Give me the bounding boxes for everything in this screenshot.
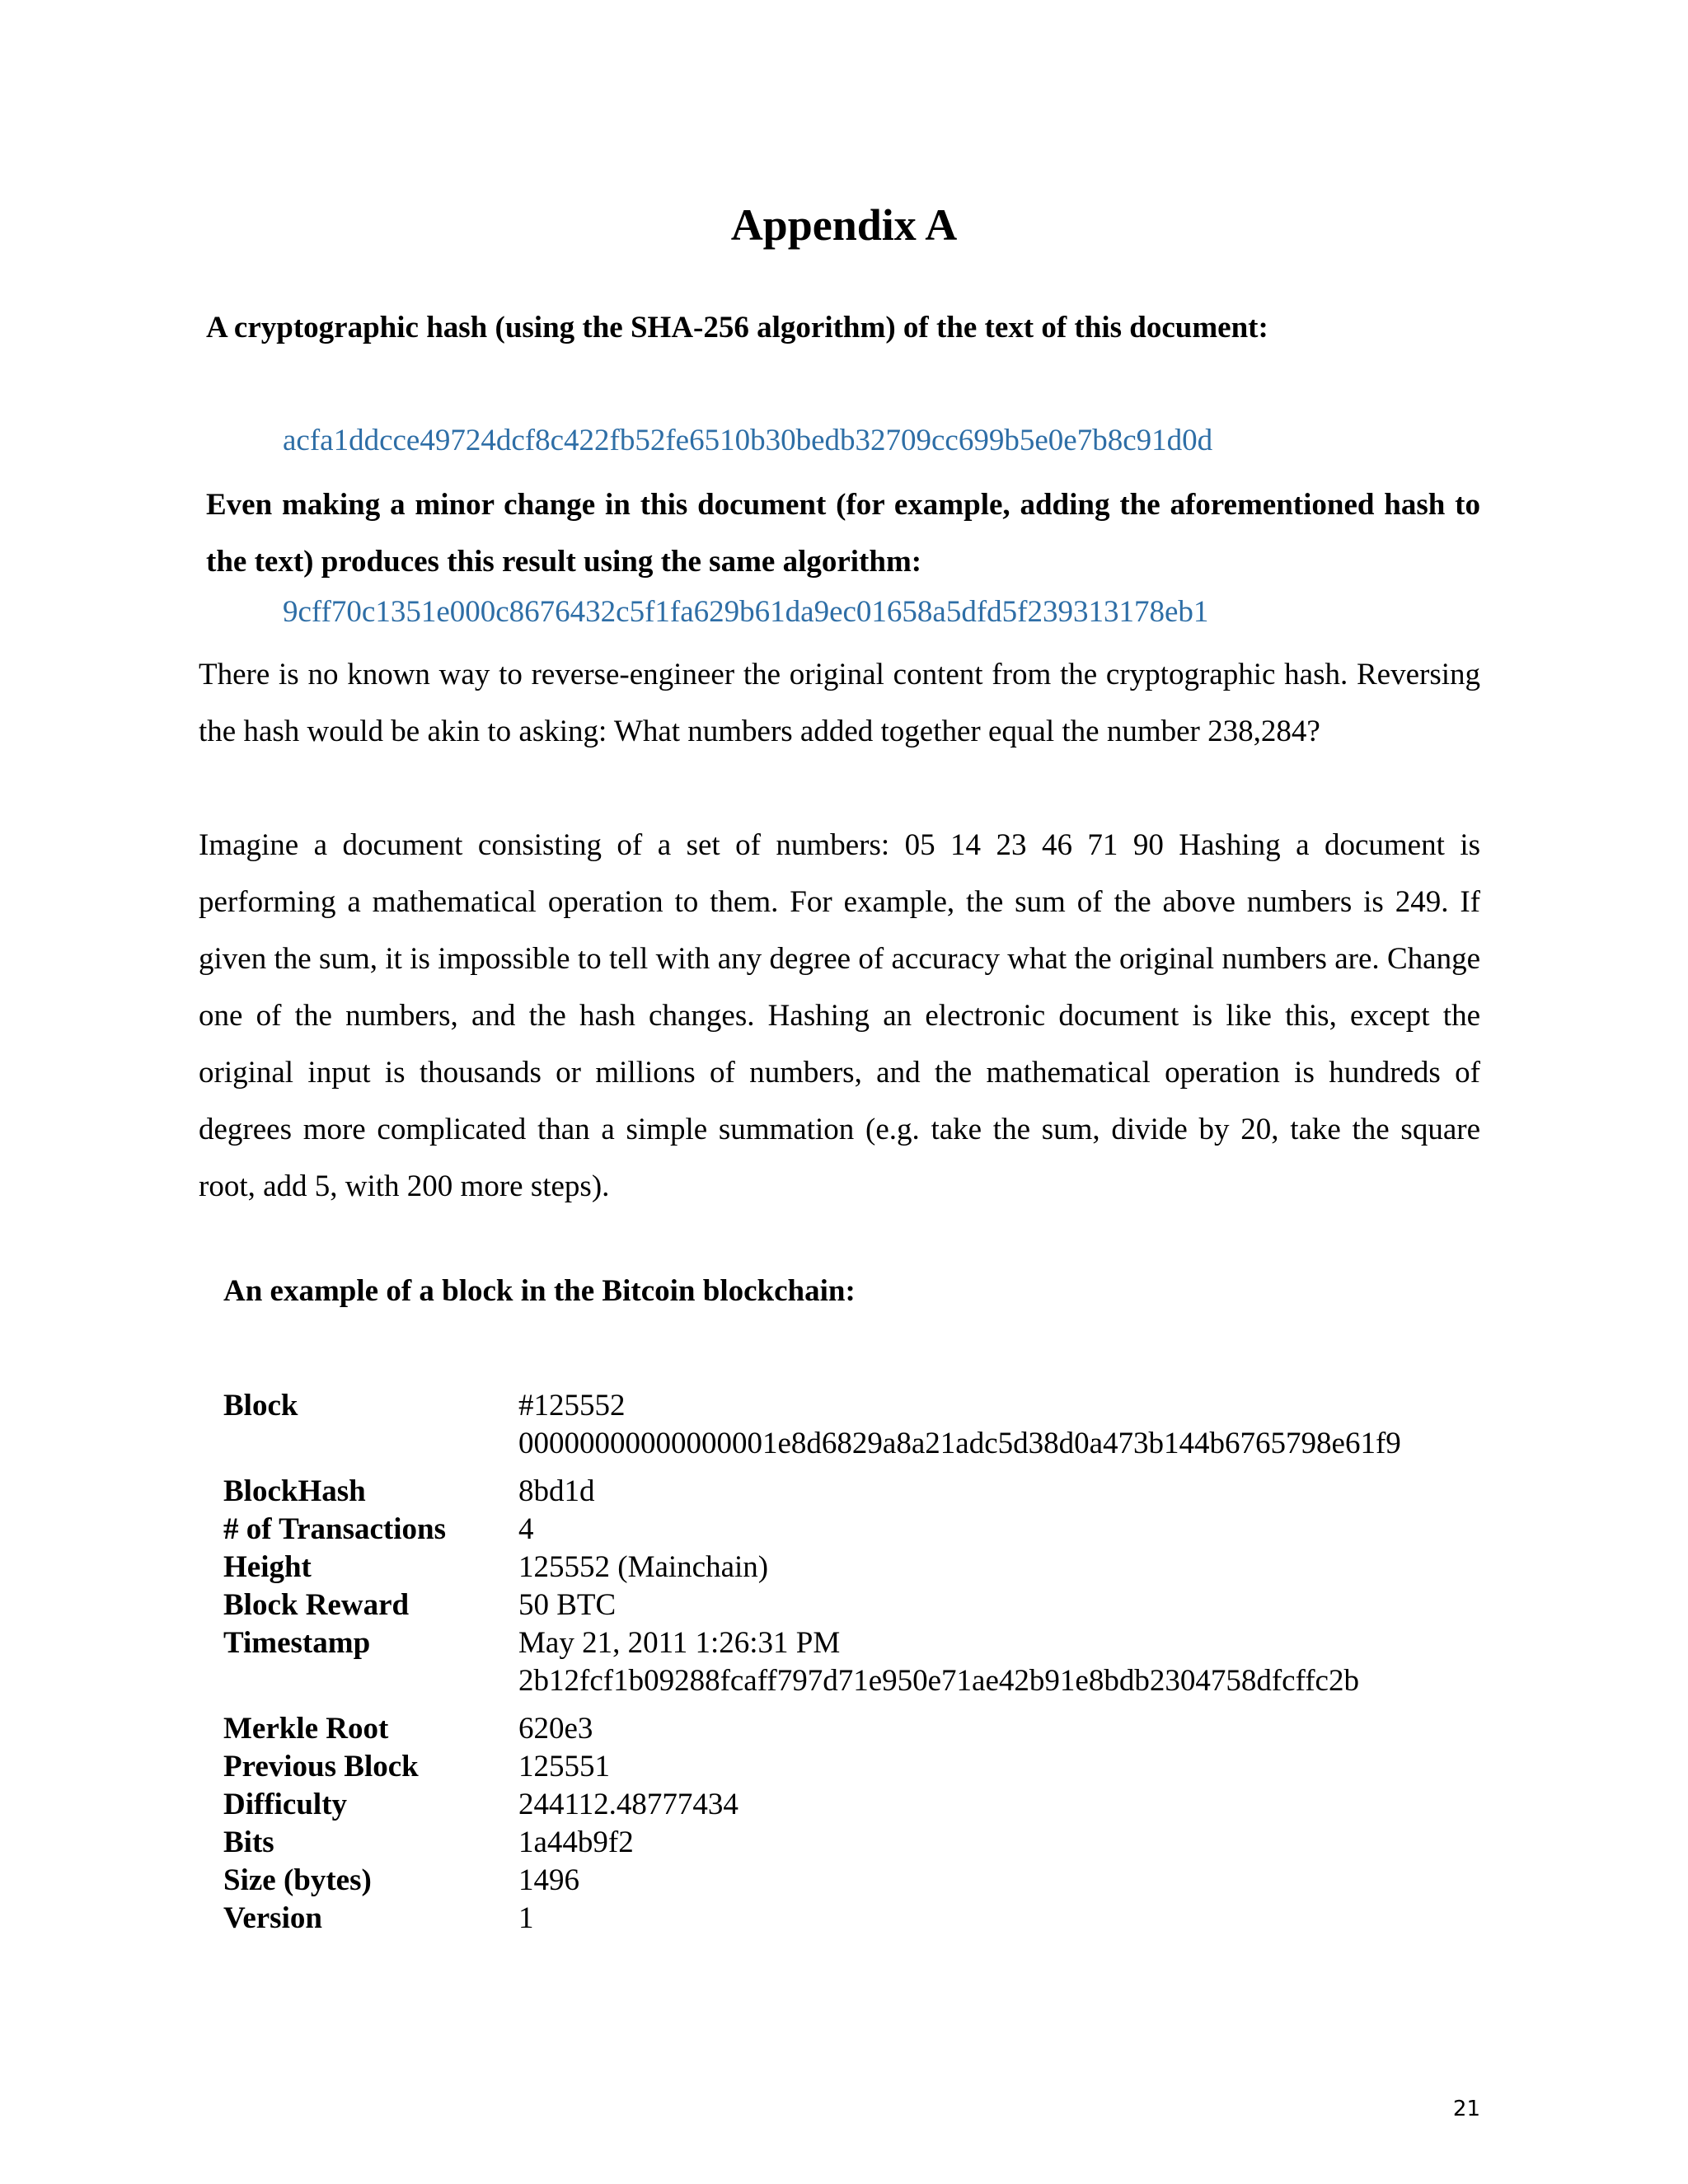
block-row-label: Block Reward bbox=[223, 1588, 410, 1622]
block-row bbox=[223, 1710, 1509, 1748]
block-row-value: 00000000000000001e8d6829a8a21adc5d38d0a473b144b6765798e61f9 bbox=[518, 1427, 1401, 1460]
block-row-value: 244112.48777434 bbox=[518, 1788, 738, 1821]
block-row-value: 4 bbox=[518, 1512, 534, 1546]
block-row-label: Previous Block bbox=[223, 1750, 419, 1783]
block-row-label: Version bbox=[223, 1901, 322, 1935]
block-row bbox=[223, 1586, 1509, 1624]
block-row bbox=[223, 1549, 1509, 1586]
block-row-label bbox=[223, 1662, 518, 1700]
block-row-label: BlockHash bbox=[223, 1474, 366, 1508]
reverse-engineer-paragraph: There is no known way to reverse-engineer the original content from the cryptographic hash. Reversing the hash would be akin to asking: What numbers added together equal the number 238,284? bbox=[199, 658, 1480, 748]
block-row bbox=[223, 1862, 1509, 1900]
block-row-value: 125552 (Mainchain) bbox=[518, 1550, 769, 1584]
block-row-label bbox=[223, 1425, 518, 1463]
block-row-value: #125552 bbox=[518, 1389, 626, 1422]
block-row-label: Block bbox=[223, 1389, 298, 1422]
block-row-label: Merkle Root bbox=[223, 1712, 389, 1746]
block-row-value: 2b12fcf1b09288fcaff797d71e950e71ae42b91e8bdb2304758dfcffc2b bbox=[518, 1664, 1359, 1698]
block-row bbox=[223, 1662, 1509, 1700]
block-row-value: 8bd1d bbox=[518, 1474, 595, 1508]
block-row bbox=[223, 1425, 1509, 1463]
block-row bbox=[223, 1900, 1509, 1938]
block-example-heading: An example of a block in the Bitcoin blockchain: bbox=[223, 1274, 856, 1308]
block-row-value: 620e3 bbox=[518, 1712, 593, 1746]
modified-hash-value: 9cff70c1351e000c8676432c5f1fa629b61da9ec01658a5dfd5f239313178eb1 bbox=[283, 595, 1209, 629]
block-row-value: 1496 bbox=[518, 1863, 579, 1897]
block-row-label: Height bbox=[223, 1550, 312, 1584]
block-row-label: # of Transactions bbox=[223, 1512, 446, 1546]
block-row bbox=[223, 1786, 1509, 1824]
block-row-value: 1a44b9f2 bbox=[518, 1825, 634, 1859]
block-row-label: Size (bytes) bbox=[223, 1863, 372, 1897]
block-row-value: 50 BTC bbox=[518, 1588, 617, 1622]
block-row-value: May 21, 2011 1:26:31 PM bbox=[518, 1626, 841, 1660]
block-row bbox=[223, 1387, 1509, 1425]
minor-change-paragraph: Even making a minor change in this document (for example, adding the aforementioned hash to the text) produces this result using the same algorithm: bbox=[206, 488, 1480, 579]
hashing-explanation-paragraph: Imagine a document consisting of a set of numbers: 05 14 23 46 71 90 Hashing a document is performing a mathematical operation to them. For example, the sum of the above numbers is 249. If given the sum, it is impossible to tell with any degree of accuracy what the original numbers are. Change one of the numbers, and the hash changes. Hashing an electronic document is like this, except the original input is thousands or millions of numbers, and the mathematical operation is hundreds of degrees more complicated than a simple summation (e.g. take the sum, divide by 20, take the square root, add 5, with 200 more steps). bbox=[199, 828, 1480, 1203]
block-row bbox=[223, 1473, 1509, 1511]
block-row bbox=[223, 1624, 1509, 1662]
block-row-value: 125551 bbox=[518, 1750, 610, 1783]
block-row-label: Timestamp bbox=[223, 1626, 371, 1660]
block-row-label: Bits bbox=[223, 1825, 274, 1859]
block-row bbox=[223, 1824, 1509, 1862]
page-title: Appendix A bbox=[730, 200, 958, 250]
original-hash-value: acfa1ddcce49724dcf8c422fb52fe6510b30bedb32709cc699b5e0e7b8c91d0d bbox=[283, 424, 1213, 457]
block-row-label: Difficulty bbox=[223, 1788, 348, 1821]
block-row bbox=[223, 1748, 1509, 1786]
block-details-table bbox=[223, 1387, 1509, 1938]
page-number: 21 bbox=[1452, 2097, 1480, 2121]
block-row-value: 1 bbox=[518, 1901, 534, 1935]
block-row bbox=[223, 1511, 1509, 1549]
hash-intro-heading: A cryptographic hash (using the SHA-256 algorithm) of the text of this document: bbox=[206, 311, 1268, 344]
